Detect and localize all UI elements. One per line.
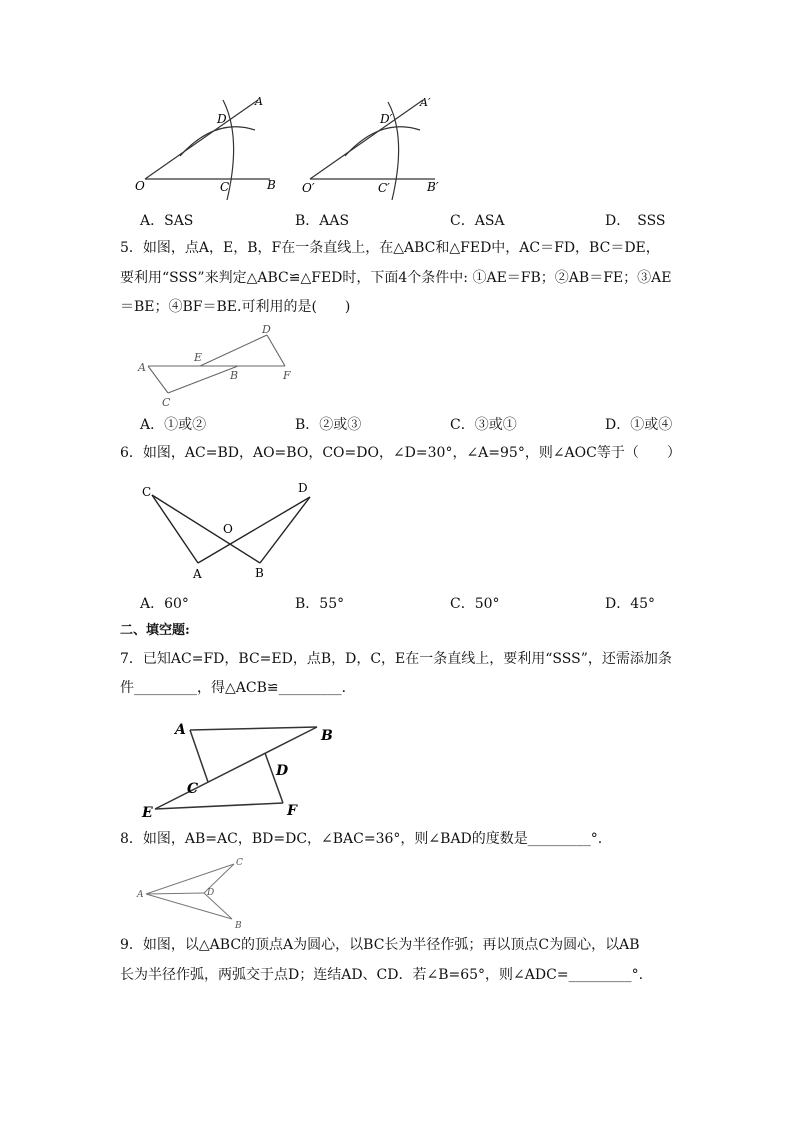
- arc-d2: [345, 127, 420, 156]
- label-o: O: [223, 522, 233, 536]
- side-ef: [155, 803, 283, 809]
- label-b: B: [321, 728, 333, 744]
- q6-option-a[interactable]: A．60°: [140, 596, 189, 612]
- q9-text-line1: 9．如图，以△ABC的顶点A为圆心，以BC长为半径作弧；再以顶点C为圆心，以AB: [120, 937, 640, 953]
- label-c-prime: C′: [378, 181, 390, 195]
- label-c: C: [236, 858, 243, 868]
- q4-option-b[interactable]: B．AAS: [295, 213, 350, 229]
- side-ac: [190, 730, 208, 782]
- label-f: F: [283, 369, 291, 382]
- side-ac: [148, 366, 168, 393]
- q5-text-line3: ＝BE；④BF＝BE.可利用的是( ): [120, 299, 351, 315]
- q6-option-c[interactable]: C．50°: [450, 596, 500, 612]
- label-b: B: [230, 369, 239, 382]
- segment-ad: [146, 893, 204, 894]
- q4-option-d[interactable]: D． SSS: [605, 213, 666, 229]
- segment-ca: [152, 495, 198, 563]
- q5-option-b[interactable]: B．②或③: [295, 417, 362, 433]
- side-df: [267, 335, 285, 366]
- side-ac: [146, 864, 234, 894]
- label-d-prime: D′: [380, 112, 393, 126]
- q5-text-line2: 要利用“SSS”来判定△ABC≌△FED时，下面4个条件中: ①AE＝FB；②AB＝FE；③AE: [120, 270, 672, 286]
- label-b: B: [267, 178, 276, 192]
- label-a: A: [175, 722, 186, 738]
- q6-figure: [130, 475, 330, 585]
- label-b-prime: B′: [427, 180, 439, 194]
- label-e: E: [194, 351, 203, 364]
- q5-figure: [130, 320, 310, 410]
- label-c: C: [142, 485, 152, 499]
- q6-text-line1: 6．如图，AC=BD，AO=BO，CO=DO，∠D=30°，∠A=95°，则∠AOC等于（ ）: [120, 445, 681, 461]
- q4-option-c[interactable]: C．ASA: [450, 213, 505, 229]
- label-o-prime: O′: [302, 181, 315, 195]
- side-ed: [200, 335, 267, 366]
- label-a: A: [138, 361, 146, 374]
- label-c: C: [220, 180, 230, 194]
- q5-text-line1: 5．如图，点A，E，B，F在一条直线上，在△ABC和△FED中，AC＝FD，BC＝DE，: [120, 240, 660, 256]
- line-be: [155, 727, 317, 809]
- segment-da: [198, 497, 310, 563]
- label-b: B: [255, 566, 264, 580]
- segment-db: [260, 497, 310, 563]
- label-a: A: [193, 567, 202, 581]
- q4-option-a[interactable]: A．SAS: [140, 213, 194, 229]
- label-c: C: [162, 396, 171, 409]
- side-ab: [190, 727, 317, 730]
- section-heading-fill-in: 二、填空题:: [120, 623, 190, 638]
- segment-cb: [152, 495, 260, 563]
- q4-options: [140, 210, 680, 230]
- q5-option-a[interactable]: A．①或②: [140, 417, 207, 433]
- ray-oa: [145, 100, 258, 179]
- label-a: A: [255, 95, 263, 108]
- label-f: F: [287, 803, 297, 819]
- left-angle-construction: [145, 100, 270, 200]
- right-angle-construction: [310, 100, 435, 200]
- q8-figure: [132, 853, 262, 933]
- q9-text-line2: 长为半径作弧，两弧交于点D；连结AD、CD．若∠B=65°，则∠ADC=_________°.: [120, 967, 644, 983]
- label-d: D: [262, 323, 271, 336]
- q8-text-line1: 8．如图，AB=AC，BD=DC，∠BAC=36°，则∠BAD的度数是_________°.: [120, 831, 603, 847]
- q5-option-c[interactable]: C．③或①: [450, 417, 517, 433]
- q6-options: [140, 593, 680, 613]
- label-e: E: [142, 805, 153, 821]
- label-d: D: [276, 763, 289, 779]
- q6-option-d[interactable]: D．45°: [605, 596, 656, 612]
- ray-o2a2: [310, 100, 423, 179]
- label-d: D: [207, 888, 215, 898]
- q6-option-b[interactable]: B．55°: [295, 596, 345, 612]
- arc-d: [180, 127, 255, 156]
- q5-option-d[interactable]: D．①或④: [605, 417, 673, 433]
- q5-options: [140, 414, 680, 434]
- q4-figure: [130, 92, 450, 202]
- side-cb: [168, 366, 238, 393]
- q7-text-line1: 7．已知AC=FD，BC=ED，点B，D，C，E在一条直线上，要利用“SSS”，还需添加条: [120, 651, 672, 667]
- label-o: O: [135, 179, 145, 193]
- q7-figure: [135, 715, 345, 825]
- label-a: A: [137, 890, 144, 900]
- q7-text-line2: 件_________，得△ACB≌_________．: [120, 680, 356, 696]
- label-c: C: [187, 781, 199, 797]
- label-a-prime: A′: [420, 96, 431, 109]
- label-d: D: [298, 481, 308, 495]
- label-d: D: [217, 112, 227, 126]
- label-b: B: [235, 921, 242, 931]
